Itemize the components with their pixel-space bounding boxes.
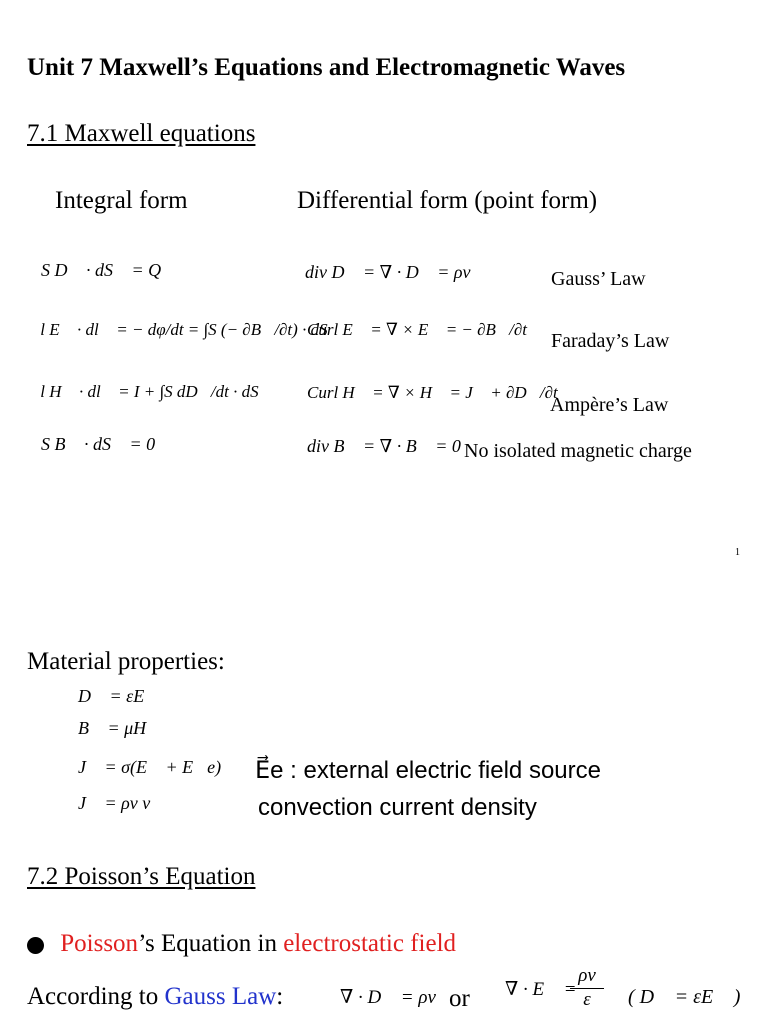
according-line	[27, 983, 283, 1011]
material-heading: Material properties:	[27, 648, 225, 675]
poisson-word: Poisson	[60, 930, 139, 957]
section-heading-poisson: 7.2 Poisson’s Equation	[27, 863, 256, 890]
or-text: or	[449, 985, 470, 1012]
fraction-denominator: ε	[583, 989, 591, 1010]
bullet-icon	[27, 937, 44, 954]
law-label-gauss: Gauss’ Law	[551, 268, 646, 290]
equation-magnetic-integral: ∮S B⃗ · dS⃗ = 0	[27, 434, 156, 454]
equation-material-d: D⃗ = εE⃗	[78, 686, 159, 706]
equation-magnetic-differential: div B⃗ = ∇ · B⃗ = 0	[307, 436, 461, 456]
law-label-magnetic: No isolated magnetic charge	[464, 440, 692, 462]
law-label-ampere: Ampère’s Law	[550, 394, 669, 416]
equation-faraday-differential: Curl E⃗ = ∇ × E⃗ = − ∂B⃗/∂t	[307, 320, 528, 339]
page-number: 1	[735, 547, 740, 558]
equation-gauss-integral: ∮S D⃗ · dS⃗ = Q	[27, 260, 162, 280]
equation-divergence-e-fraction	[570, 965, 604, 1011]
equation-constitutive: ( D⃗ = εE⃗ )	[628, 986, 741, 1008]
equation-ampere-integral: ∮l H⃗ · dl⃗ = I + ∫S dD⃗/dt · dS⃗	[27, 382, 272, 401]
column-heading-integral: Integral form	[55, 187, 188, 214]
page-title: Unit 7 Maxwell’s Equations and Electromagnetic Waves	[27, 54, 626, 81]
equation-ampere-differential: Curl H⃗ = ∇ × H⃗ = J⃗ + ∂D⃗/∂t	[307, 383, 558, 402]
according-colon: :	[276, 983, 284, 1010]
equation-divergence-e-lhs: ∇ · E⃗ =	[505, 979, 577, 1000]
bullet-line	[27, 930, 456, 958]
equation-material-b: B⃗ = μH⃗	[78, 718, 161, 738]
electrostatic-field-word: electrostatic field	[283, 930, 457, 957]
description-external-field: E⃗e : external electric field source	[255, 757, 601, 784]
according-prefix: According to	[27, 983, 165, 1010]
description-convection: convection current density	[258, 794, 537, 821]
equation-material-j-conduction: J⃗ = σ(E⃗ + E⃗e)	[78, 757, 222, 777]
bullet-text: ’s Equation in	[138, 930, 284, 957]
equation-faraday-integral: ∮l E⃗ · dl⃗ = − dφ/dt = ∫S (− ∂B⃗/∂t) · dS⃗	[27, 320, 341, 339]
equation-gauss-differential: div D⃗ = ∇ · D⃗ = ρv	[305, 262, 471, 282]
section-heading-maxwell: 7.1 Maxwell equations	[27, 120, 256, 147]
gauss-law-link: Gauss Law	[164, 983, 277, 1010]
equation-divergence-d: ∇ · D⃗ = ρv	[340, 987, 436, 1008]
law-label-faraday: Faraday’s Law	[551, 330, 670, 352]
equation-material-j-convection: J⃗ = ρv v⃗	[78, 793, 165, 813]
fraction-numerator: ρv	[570, 965, 604, 989]
column-heading-differential: Differential form (point form)	[297, 187, 598, 214]
